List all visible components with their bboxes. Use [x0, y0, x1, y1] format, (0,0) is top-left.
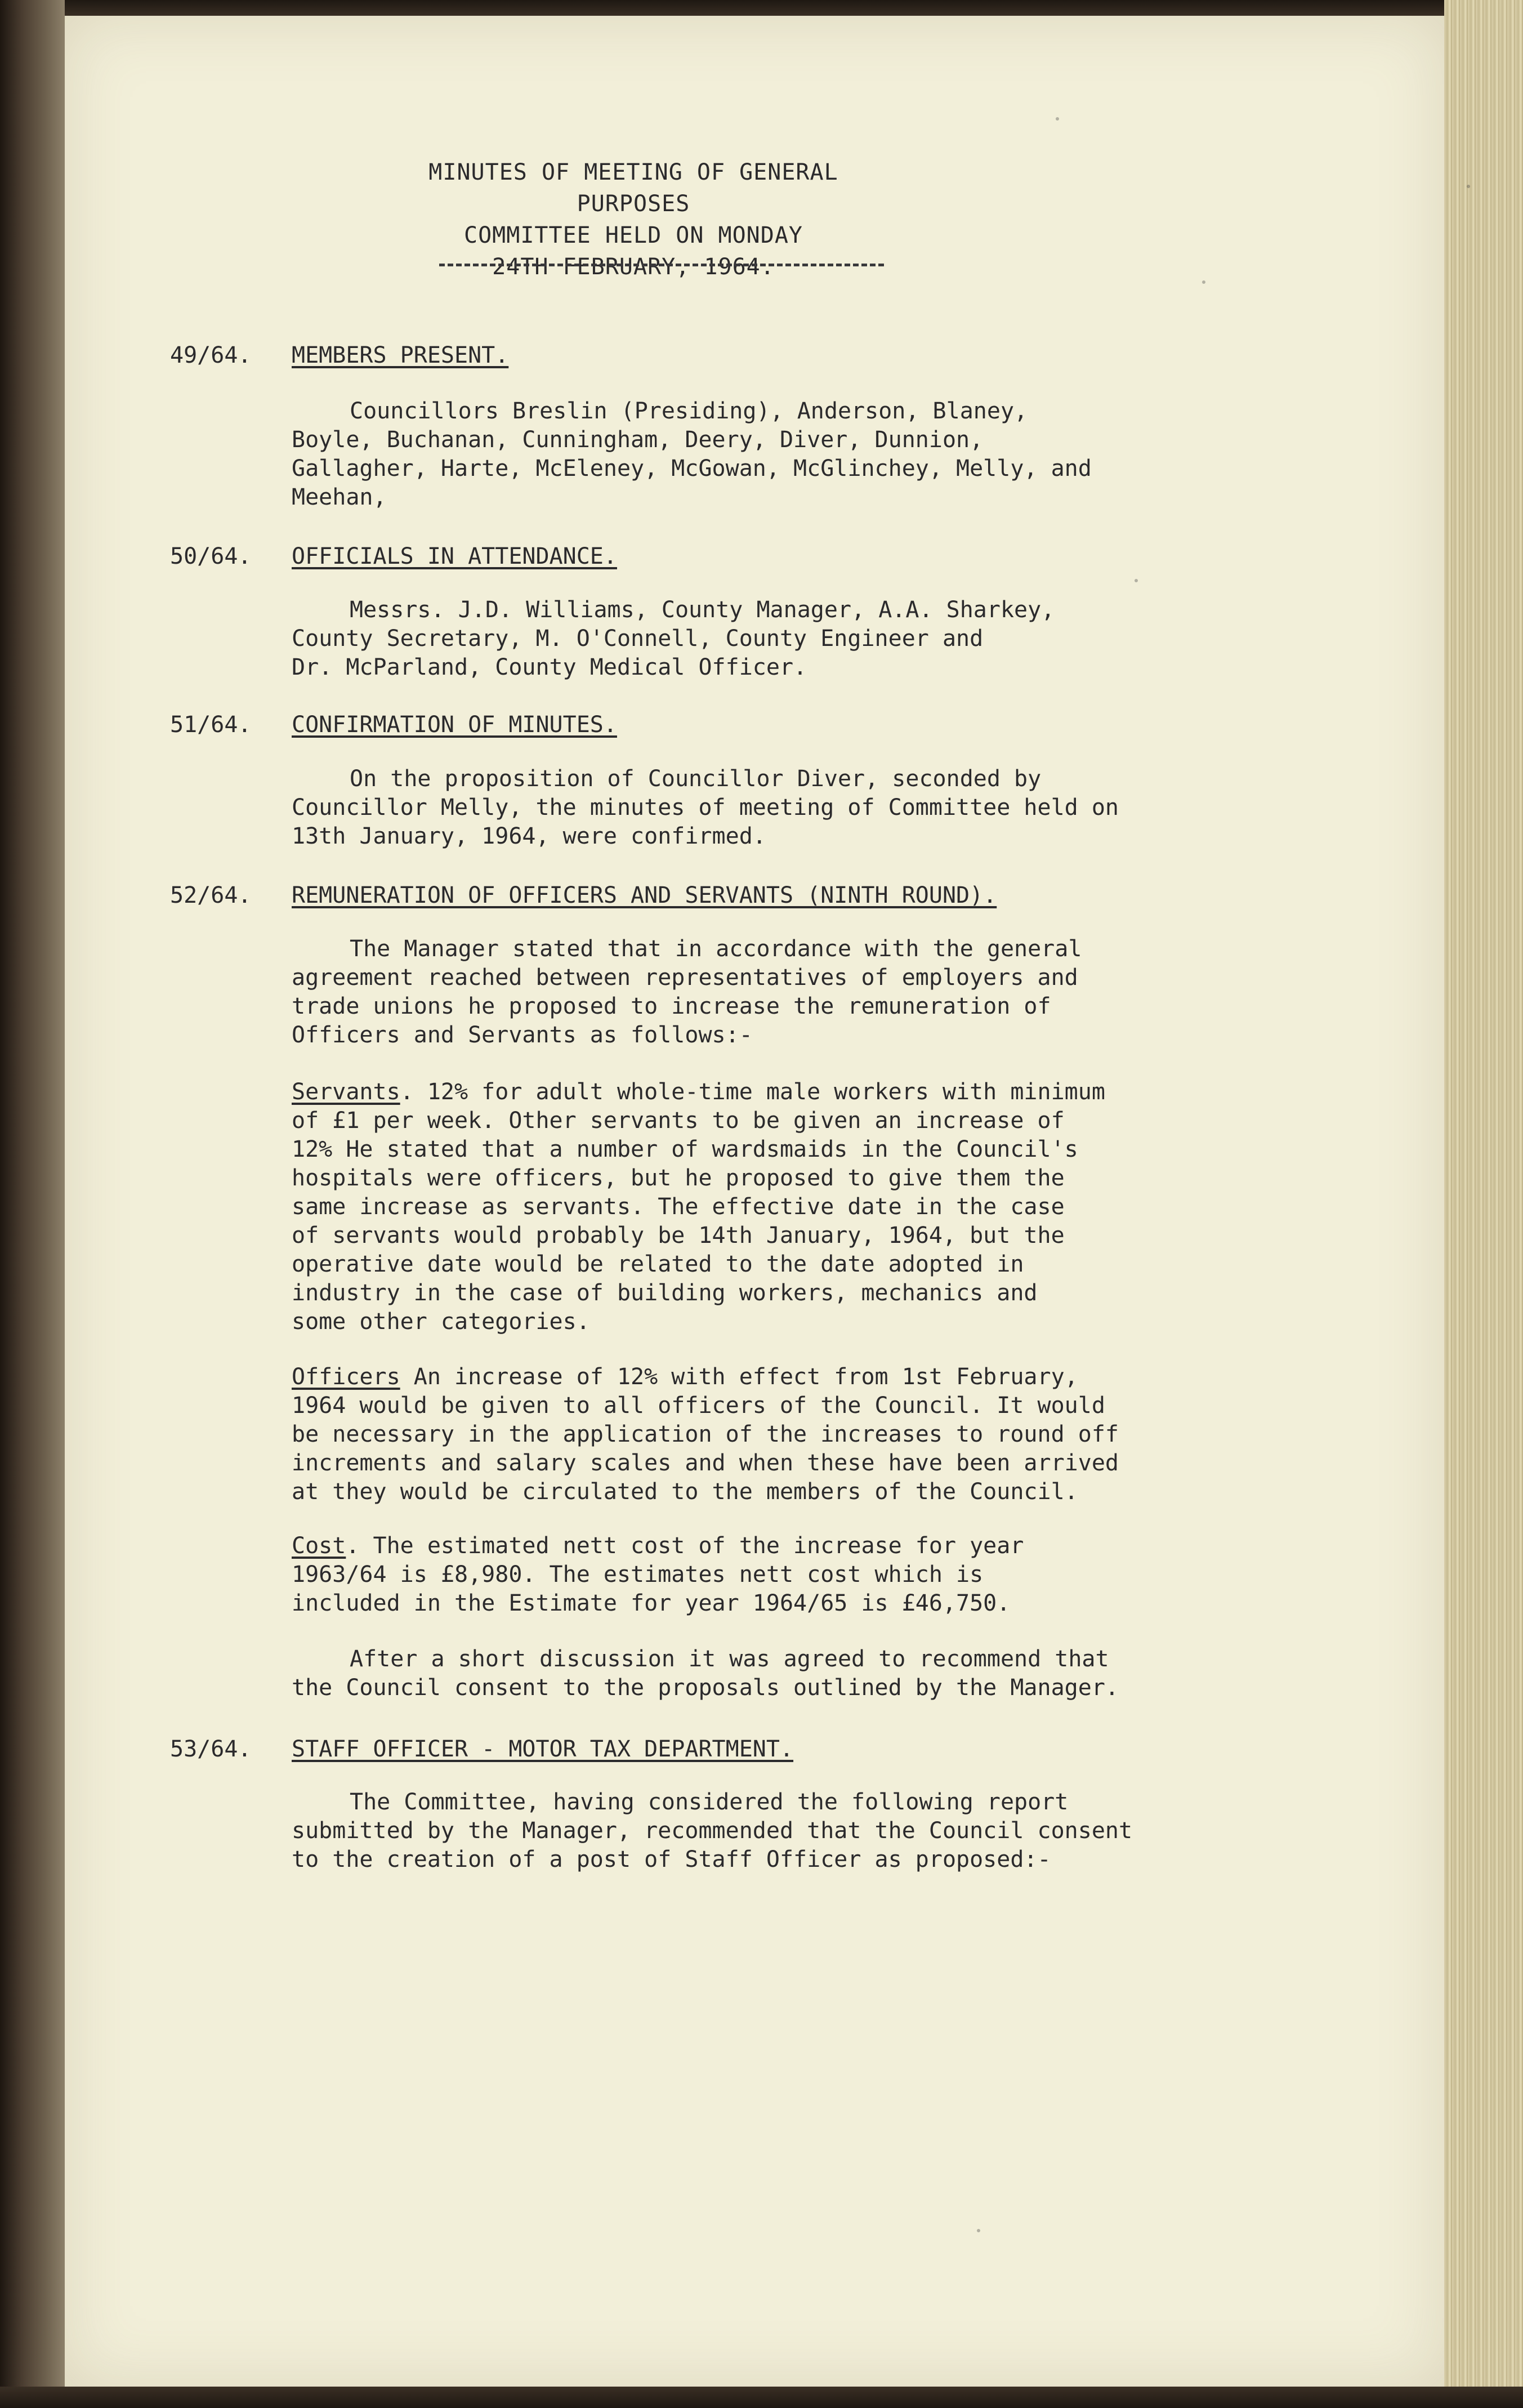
title-line-2: COMMITTEE HELD ON MONDAY [464, 222, 803, 248]
item-body: The Manager stated that in accordance with the general agreement reached between representatives of employers and trade unions he proposed to increase the remuneration of Officers and Servants as follows:- [292, 936, 1082, 1048]
closing-paragraph: After a short discussion it was agreed to recommend that the Council consent to the proposals outlined by the Manager. [292, 1646, 1119, 1701]
item-heading [292, 542, 617, 571]
cost-label: Cost [292, 1533, 346, 1559]
item-heading-text: STAFF OFFICER - MOTOR TAX DEPARTMENT. [292, 1736, 794, 1762]
item-heading-text: OFFICIALS IN ATTENDANCE. [292, 543, 617, 569]
title-dashed-rule [439, 264, 884, 266]
item-heading [292, 1734, 793, 1764]
item-heading [292, 881, 997, 910]
item-number: 53/64. [170, 1736, 252, 1762]
officers-text: An increase of 12% with effect from 1st February, 1964 would be given to all officers of the Council. It would be necessary in the application of the increases to round off increments and salary scales and when these have been arrived at they would be circulated to the members of the Council. [292, 1364, 1119, 1505]
item-heading-text: CONFIRMATION OF MINUTES. [292, 712, 617, 738]
cost-paragraph [292, 1532, 1249, 1618]
minutes-document [65, 16, 1444, 2387]
bottom-shadow-edge [0, 2387, 1523, 2408]
paper-speck [1467, 185, 1470, 188]
item-heading [292, 341, 508, 370]
title-line-1: MINUTES OF MEETING OF GENERAL PURPOSES [428, 159, 838, 217]
item-body: On the proposition of Councillor Diver, seconded by Councillor Melly, the minutes of meeting of Committee held on 13th January, 1964, were confirmed. [292, 766, 1119, 849]
book-binding [0, 0, 65, 2408]
paper-speck [1202, 280, 1205, 284]
item-body: The Committee, having considered the following report submitted by the Manager, recommended that the Council consent to the creation of a post of Staff Officer as proposed:- [292, 1789, 1133, 1872]
item-heading-text: MEMBERS PRESENT. [292, 342, 509, 368]
servants-paragraph [292, 1078, 1249, 1336]
cost-text: . The estimated nett cost of the increase for year 1963/64 is £8,980. The estimates nett cost which is included in the Estimate for year 1964/65 is £46,750. [292, 1533, 1024, 1616]
item-heading-text: REMUNERATION OF OFFICERS AND SERVANTS (NINTH ROUND). [292, 882, 997, 908]
item-number: 49/64. [170, 342, 252, 368]
officers-label: Officers [292, 1364, 400, 1390]
page-stack-edges [1444, 0, 1523, 2408]
top-shadow-edge [0, 0, 1523, 17]
item-number: 51/64. [170, 712, 252, 738]
title-line-3: 24TH FEBRUARY, 1964. [492, 254, 775, 280]
paper-speck [977, 2229, 980, 2232]
item-number: 50/64. [170, 543, 252, 569]
item-heading [292, 710, 617, 739]
document-page [65, 16, 1444, 2387]
paper-speck [1056, 117, 1059, 121]
servants-label: Servants [292, 1079, 400, 1105]
paper-speck [1135, 579, 1138, 582]
item-body: Messrs. J.D. Williams, County Manager, A.A. Sharkey, County Secretary, M. O'Connell, County Engineer and Dr. McParland, County Medical Officer. [292, 597, 1055, 680]
item-number: 52/64. [170, 882, 252, 908]
item-body: Councillors Breslin (Presiding), Anderson, Blaney, Boyle, Buchanan, Cunningham, Deery, Diver, Dunnion, Gallagher, Harte, McEleney, McGowan, McGlinchey, Melly, and Meehan, [292, 398, 1092, 510]
officers-paragraph [292, 1363, 1249, 1506]
servants-text: . 12% for adult whole-time male workers with minimum of £1 per week. Other servants to be given an increase of 12% He stated that a number of wardsmaids in the Council's hospitals were officers, but he proposed to give them the same increase as servants. The effective date in the case of servants would probably be 14th January, 1964, but the operative date would be related to the date adopted in industry in the case of building workers, mechanics and some other categories. [292, 1079, 1105, 1335]
